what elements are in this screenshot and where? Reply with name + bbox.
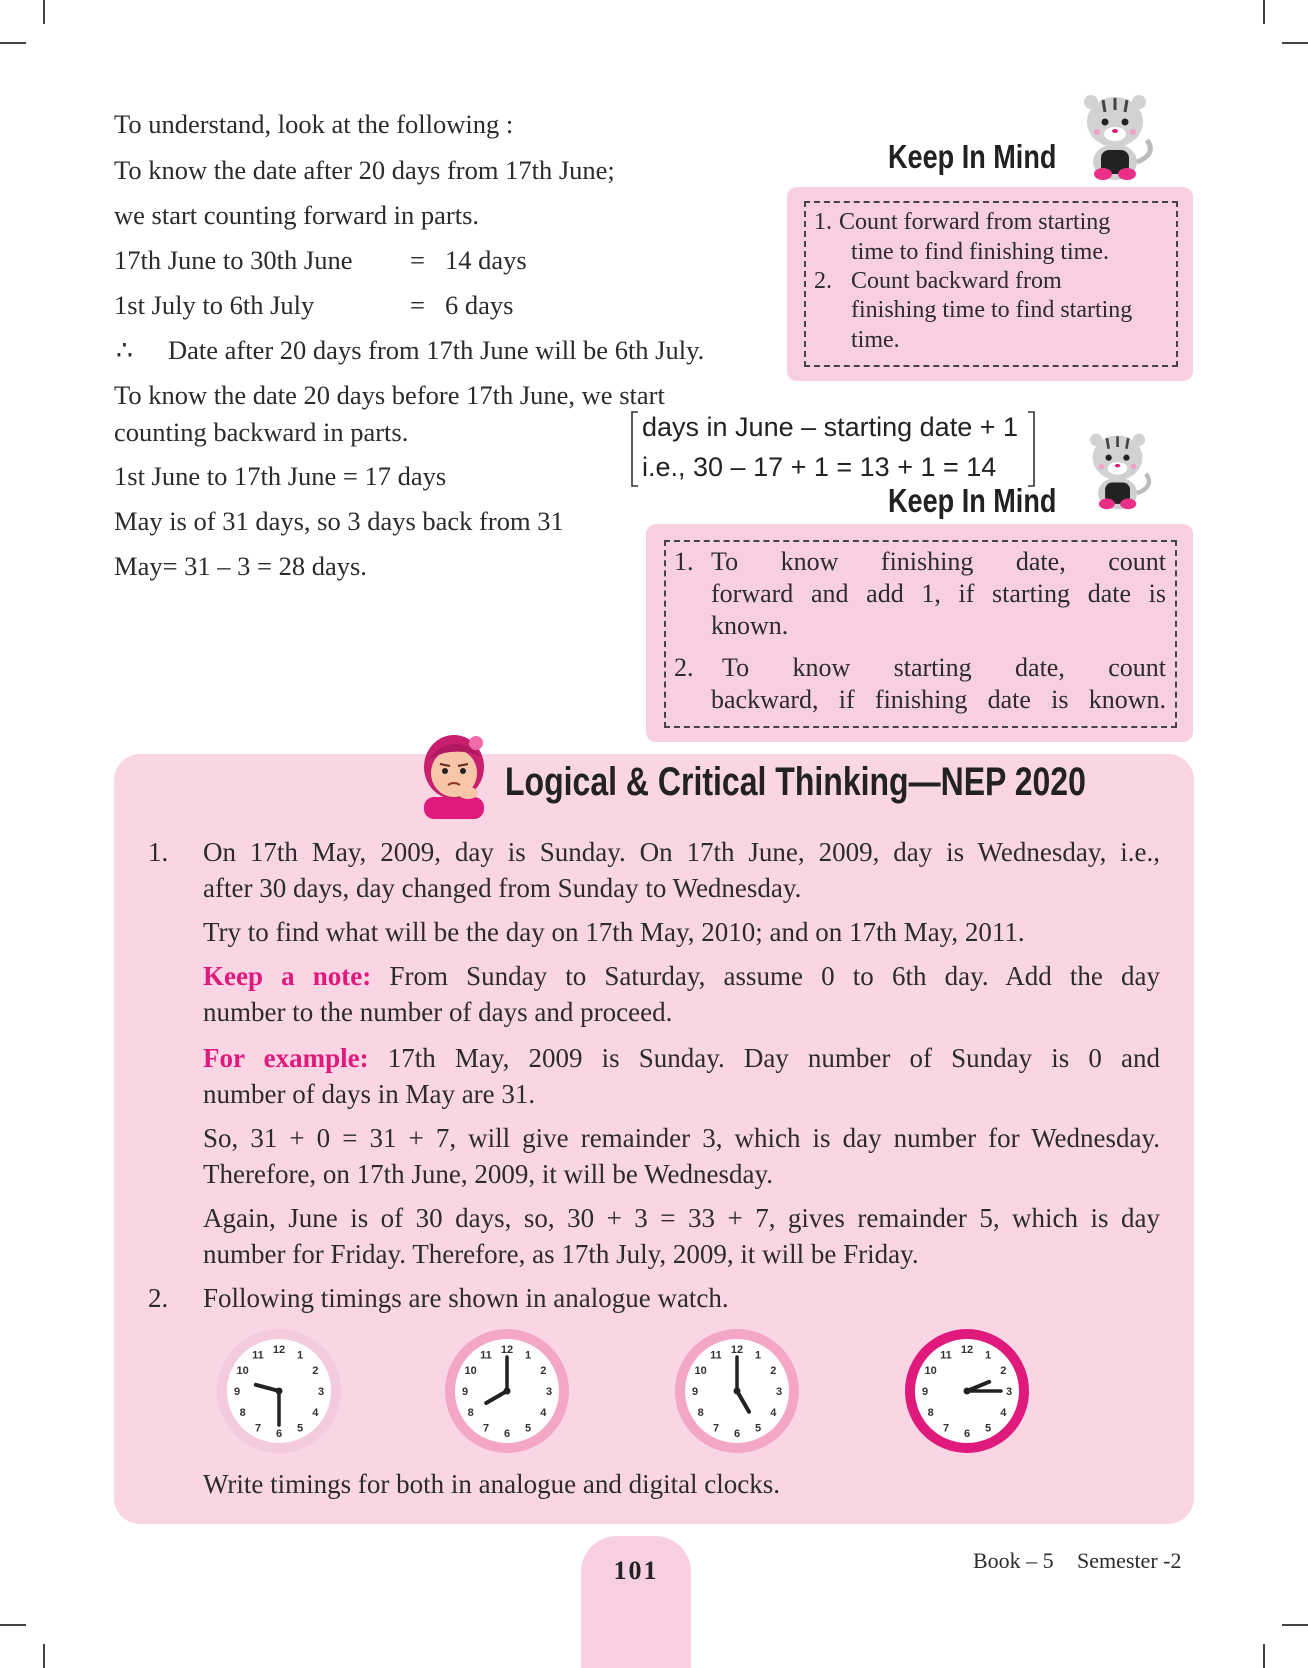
clock-numeral: 4 (540, 1407, 547, 1419)
tip-text: backward, if finishing date is known. (711, 685, 1166, 714)
semester-label: Semester -2 (1077, 1548, 1182, 1573)
clock-numeral: 5 (984, 1422, 992, 1435)
tip-text: time. (851, 327, 900, 353)
clock-numeral: 12 (500, 1344, 514, 1356)
clock-numeral: 7 (254, 1422, 262, 1435)
keep-in-mind-box (646, 524, 1193, 742)
question-text: On 17th May, 2009, day is Sunday. On 17th June, 2009, day is Wednesday, i.e., (203, 837, 1160, 867)
clock-icon (442, 1326, 572, 1456)
clock-numeral: 4 (1000, 1407, 1007, 1419)
backward-line: counting backward in parts. (114, 417, 409, 447)
clock-numeral: 2 (540, 1365, 547, 1377)
clock-numeral: 4 (770, 1407, 777, 1419)
example-text: 17th May, 2009 is Sunday. Day number of Sunday is 0 and (387, 1043, 1161, 1073)
formula-bracket (630, 410, 1037, 490)
clock-numeral: 6 (733, 1428, 741, 1440)
count-row-label: 17th June to 30th June (114, 245, 353, 275)
question-text: after 30 days, day changed from Sunday to Wednesday. (203, 873, 802, 903)
clock-numeral: 11 (710, 1349, 722, 1362)
count-row-eq: = (410, 245, 425, 275)
clock-numeral: 11 (940, 1349, 952, 1362)
question-text: Write timings for both in analogue and digital clocks. (203, 1469, 781, 1499)
clock-numeral: 5 (754, 1422, 762, 1435)
count-row-value: 14 days (445, 245, 527, 275)
formula-line: i.e., 30 – 17 + 1 = 13 + 1 = 14 (642, 452, 997, 482)
clock-numeral: 9 (461, 1386, 469, 1398)
crop-mark (0, 42, 26, 44)
tip-number: 1. (674, 547, 694, 576)
tiger-mascot-icon (1075, 92, 1165, 182)
clock-pivot (276, 1388, 283, 1395)
therefore-symbol: ∴ (116, 335, 133, 365)
clock-numeral: 8 (467, 1407, 474, 1419)
example-label: For example: (203, 1043, 369, 1073)
clock-pivot (504, 1388, 511, 1395)
crop-mark (1263, 1644, 1265, 1668)
clock-numeral: 5 (524, 1422, 532, 1435)
backward-line: To know the date 20 days before 17th June, we start (114, 380, 665, 410)
clock-numeral: 3 (1005, 1386, 1013, 1398)
clock-pivot (734, 1388, 741, 1395)
book-label: Book – 5 (973, 1548, 1054, 1573)
clock-numeral: 3 (317, 1386, 325, 1398)
clock-numeral: 10 (694, 1365, 707, 1377)
question-text: Try to find what will be the day on 17th May, 2010; and on 17th May, 2011. (203, 917, 1025, 947)
tip-text: Count forward from starting (839, 209, 1111, 235)
thinking-girl-icon (404, 719, 504, 819)
clock-numeral: 3 (775, 1386, 783, 1398)
explanation-text: number for Friday. Therefore, as 17th July, 2009, it will be Friday. (203, 1239, 919, 1269)
clock-numeral: 10 (236, 1365, 249, 1377)
crop-mark (43, 0, 45, 24)
page-number: 101 (613, 1556, 659, 1585)
clock-pivot (964, 1388, 971, 1395)
clock-row (214, 1326, 1094, 1456)
clock-numeral: 8 (239, 1407, 246, 1419)
conclusion-text: Date after 20 days from 17th June will be 6th July. (168, 335, 705, 365)
clock-numeral: 9 (921, 1386, 929, 1398)
clock-numeral: 2 (312, 1365, 319, 1377)
tip-number: 2. (814, 268, 832, 294)
question-text: Following timings are shown in analogue watch. (203, 1283, 729, 1313)
clock-numeral: 12 (272, 1344, 286, 1356)
clock-numeral: 6 (963, 1428, 971, 1440)
clock-numeral: 3 (545, 1386, 553, 1398)
clock-numeral: 12 (960, 1344, 974, 1356)
clock-numeral: 7 (482, 1422, 490, 1435)
note-line (203, 958, 1160, 994)
clock-numeral: 6 (275, 1428, 283, 1440)
question-number: 1. (148, 837, 169, 867)
explanation-text: Again, June is of 30 days, so, 30 + 3 = 33 + 7, gives remainder 5, which is day (203, 1203, 1160, 1233)
keep-in-mind-box (787, 187, 1193, 381)
tip-text: forward and add 1, if starting date is (711, 579, 1166, 608)
question-number: 2. (148, 1283, 169, 1313)
tip-number: 1. (814, 209, 832, 235)
formula-line: days in June – starting date + 1 (642, 412, 1018, 442)
clock-numeral: 11 (252, 1349, 264, 1362)
clock-numeral: 8 (697, 1407, 704, 1419)
clock-numeral: 4 (312, 1407, 319, 1419)
clock-icon (214, 1326, 344, 1456)
clock-numeral: 5 (296, 1422, 304, 1435)
section-title: Logical & Critical Thinking—NEP 2020 (505, 760, 1086, 804)
intro-line: To understand, look at the following : (114, 109, 514, 139)
clock-numeral: 11 (480, 1349, 492, 1362)
tiger-mascot-icon (1082, 426, 1162, 516)
crop-mark (1263, 0, 1265, 24)
clock-numeral: 8 (927, 1407, 934, 1419)
clock-numeral: 12 (730, 1344, 744, 1356)
tip-text: To know finishing date, count (711, 547, 1166, 576)
example-line (203, 1040, 1160, 1076)
intro-line: we start counting forward in parts. (114, 200, 480, 230)
count-row-eq: = (410, 290, 425, 320)
tip-text: To know starting date, count (722, 653, 1166, 682)
clock-numeral: 9 (691, 1386, 699, 1398)
note-label: Keep a note: (203, 961, 372, 991)
clock-numeral: 1 (754, 1349, 762, 1362)
explanation-text: So, 31 + 0 = 31 + 7, will give remainder 3, which is day number for Wednesday. (203, 1123, 1160, 1153)
backward-line: May= 31 – 3 = 28 days. (114, 551, 367, 581)
keep-in-mind-title: Keep In Mind (888, 482, 1057, 519)
logical-thinking-section (114, 754, 1194, 1524)
explanation-text: Therefore, on 17th June, 2009, it will be Wednesday. (203, 1159, 773, 1189)
example-text: number of days in May are 31. (203, 1079, 536, 1109)
clock-numeral: 1 (984, 1349, 992, 1362)
note-text: From Sunday to Saturday, assume 0 to 6th day. Add the day (389, 961, 1161, 991)
tip-text: finishing time to find starting (851, 297, 1133, 323)
clock-numeral: 2 (770, 1365, 777, 1377)
tip-text: Count backward from (851, 268, 1062, 294)
tip-text: time to find finishing time. (851, 239, 1109, 265)
clock-numeral: 1 (524, 1349, 532, 1362)
clock-numeral: 9 (233, 1386, 241, 1398)
clock-numeral: 7 (942, 1422, 950, 1435)
crop-mark (1282, 1624, 1308, 1626)
crop-mark (0, 1624, 26, 1626)
crop-mark (1282, 42, 1308, 44)
backward-line: 1st June to 17th June = 17 days (114, 461, 447, 491)
backward-line: May is of 31 days, so 3 days back from 31 (114, 506, 564, 536)
clock-icon (672, 1326, 802, 1456)
tip-text: known. (711, 611, 789, 640)
crop-mark (43, 1644, 45, 1668)
clock-numeral: 7 (712, 1422, 720, 1435)
clock-numeral: 1 (296, 1349, 304, 1362)
count-row-label: 1st July to 6th July (114, 290, 315, 320)
clock-numeral: 6 (503, 1428, 511, 1440)
clock-numeral: 10 (464, 1365, 477, 1377)
count-row-value: 6 days (445, 290, 514, 320)
keep-in-mind-title: Keep In Mind (888, 138, 1057, 175)
intro-line: To know the date after 20 days from 17th June; (114, 155, 615, 185)
clock-icon (902, 1326, 1032, 1456)
tip-number: 2. (674, 653, 694, 682)
clock-numeral: 2 (1000, 1365, 1007, 1377)
clock-numeral: 10 (924, 1365, 937, 1377)
note-text: number to the number of days and proceed. (203, 997, 673, 1027)
